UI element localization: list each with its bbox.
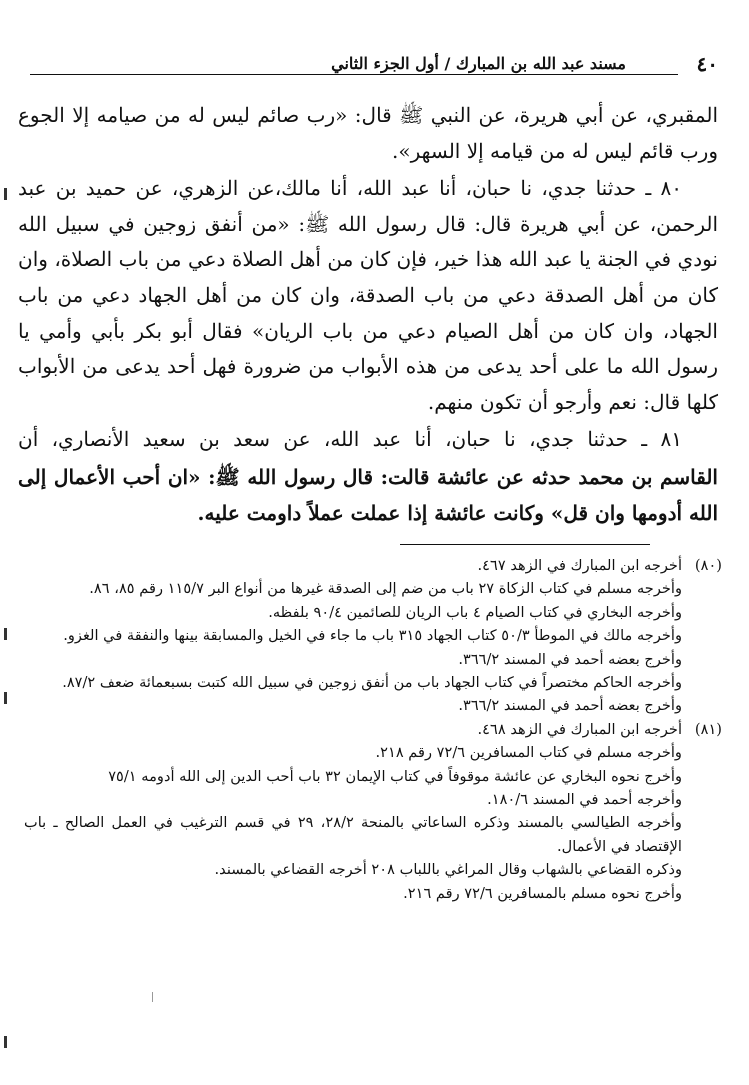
- footnote-line: وأخرجه مسلم في كتاب الزكاة ٢٧ باب من ضم إلى الصدقة غيرها من أنواع البر ١١٥/٧ رقم ٨٥، ٨٦.: [89, 580, 682, 598]
- footnote-line: وأخرجه مسلم في كتاب المسافرين ٧٢/٦ رقم ٢١٨.: [375, 744, 682, 762]
- main-text: [18, 98, 718, 533]
- footnote-line: وأخرج بعضه أحمد في المسند ٣٦٦/٢.: [458, 650, 682, 668]
- scan-mark: [4, 1036, 7, 1048]
- intro-paragraph: المقبري، عن أبي هريرة، عن النبي ﷺ قال: «رب صائم ليس له من صيامه إلا الجوع ورب قائم ليس له من قيامه إلا السهر».: [18, 103, 718, 163]
- footnote-81-first: أخرجه ابن المبارك في الزهد ٤٦٨.: [477, 720, 682, 738]
- footnote-81-head: [24, 718, 722, 741]
- footnote-line: وأخرج نحوه البخاري عن عائشة موقوفاً في كتاب الإيمان ٣٢ باب أحب الدين إلى الله أدومه ٧٥/١: [108, 767, 682, 785]
- scan-mark: [4, 188, 7, 200]
- footnotes: [24, 554, 722, 905]
- footnote-separator: [400, 544, 650, 545]
- hadith-80: ٨٠ ـ حدثنا جدي، نا حبان، أنا عبد الله، أنا مالك،عن الزهري، عن حميد بن عبد الرحمن، عن أبي هريرة قال: قال رسول الله ﷺ: «من أنفق زوجين في سبيل الله نودي في الجنة يا عبد الله هذا خير، فإن كان من أهل الصلاة دعي من باب الصلاة، وان كان من أهل الصدقة دعي من باب الصدقة، وان كان من أهل الجهاد دعي من باب الجهاد، وان كان من أهل الصيام دعي من باب الريان» فقال أبو بكر بأبي وأمي يا رسول الله ما على أحد يدعى من هذه الأبواب من ضرورة فهل أحد يدعى من الأبواب كلها قال: نعم وأرجو أن تكون منهم.: [18, 176, 718, 414]
- footnote-80-number: (٨٠): [694, 557, 722, 574]
- hadith-81-first-line: ٨١ ـ حدثنا جدي، نا حبان، أنا عبد الله، عن سعد بن سعيد الأنصاري، أن: [18, 427, 682, 452]
- footnote-81-number: (٨١): [694, 720, 722, 738]
- hadith-81-text: القاسم بن محمد حدثه عن عائشة قالت: قال رسول الله ﷺ: «ان أحب الأعمال إلى الله أدومها وان قل» وكانت عائشة إذا عملت عملاً داومت عليه.: [18, 464, 718, 525]
- page-number: ٤٠: [696, 52, 718, 76]
- footnote-80-first: أخرجه ابن المبارك في الزهد ٤٦٧.: [477, 557, 682, 574]
- header-rule: [30, 74, 678, 75]
- scan-mark: [4, 628, 7, 640]
- footnote-line: وأخرجه الطيالسي بالمسند وذكره الساعاتي بالمنحة ٢٨/٢، ٢٩ في قسم الترغيب في العمل الصالح ـ باب الإقتصاد في الأعمال.: [24, 814, 682, 855]
- footnote-line: وأخرج نحوه مسلم بالمسافرين ٧٢/٦ رقم ٢١٦.: [403, 884, 682, 902]
- footnote-line: وأخرجه أحمد في المسند ١٨٠/٦.: [487, 791, 682, 809]
- footnote-line: وأخرج بعضه أحمد في المسند ٣٦٦/٢.: [458, 697, 682, 715]
- footnote-line: وأخرجه الحاكم مختصراً في كتاب الجهاد باب من أنفق زوجين في سبيل الله كتبت بسبعمائة ضعف ٨٧/٢.: [62, 674, 682, 692]
- footnote-80-head: [24, 554, 722, 577]
- running-header: [30, 52, 718, 86]
- footnote-line: وأخرجه مالك في الموطأ ٥٠/٣ كتاب الجهاد ٣١٥ باب ما جاء في الخيل والمسابقة بينها والنفقة في الغزو.: [63, 627, 682, 645]
- running-title: مسند عبد الله بن المبارك / أول الجزء الثاني: [331, 54, 626, 73]
- footnote-line: وأخرجه البخاري في كتاب الصيام ٤ باب الريان للصائمين ٩٠/٤ بلفظه.: [268, 603, 682, 621]
- footnote-line: وذكره القضاعي بالشهاب وقال المراغي باللباب ٢٠٨ أخرجه القضاعي بالمسند.: [214, 861, 682, 879]
- scan-mark: [4, 692, 7, 704]
- scan-speck: [152, 992, 153, 1002]
